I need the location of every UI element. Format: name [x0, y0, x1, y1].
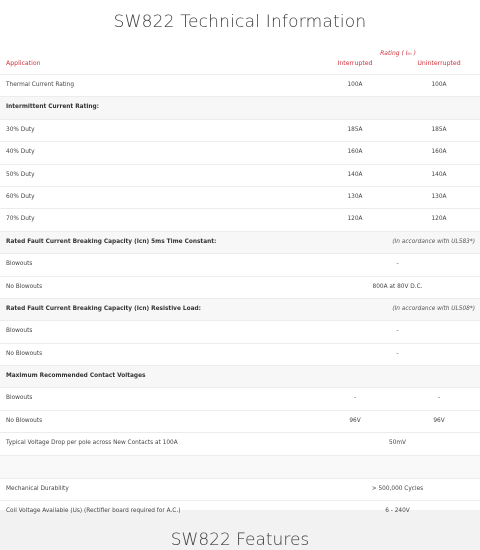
table-row [0, 320, 480, 342]
row-label: 50% Duty [6, 171, 35, 178]
interrupted-value: 140A [347, 171, 363, 178]
merged-value: - [396, 328, 399, 335]
row-label: Rated Fault Current Breaking Capacity (Icn) Resistive Load: [6, 305, 201, 312]
row-label: Rated Fault Current Breaking Capacity (Icn) 5ms Time Constant: [6, 238, 217, 245]
uninterrupted-value: - [437, 395, 441, 402]
spec-table [0, 74, 480, 522]
table-section-row [0, 96, 480, 118]
table-row [0, 500, 480, 522]
table-row [0, 387, 480, 409]
table-row [0, 74, 480, 96]
table-row [0, 276, 480, 298]
interrupted-value: 100A [347, 82, 363, 88]
row-label: No Blowouts [6, 417, 43, 424]
next-section-title: SW822 Features [170, 530, 310, 550]
table-spacer [0, 455, 480, 478]
page-title: SW822 Technical Information [113, 12, 367, 32]
merged-value: - [396, 350, 399, 357]
table-row [0, 119, 480, 141]
uninterrupted-value: 120A [431, 216, 447, 223]
row-label: 40% Duty [6, 149, 35, 156]
table-row [0, 253, 480, 275]
interrupted-value: 96V [349, 417, 361, 424]
uninterrupted-value: 160A [431, 149, 447, 156]
uninterrupted-value: 100A [431, 82, 447, 88]
table-section-row [0, 298, 480, 320]
row-label: No Blowouts [6, 283, 43, 290]
row-label: Thermal Current Rating [6, 82, 75, 88]
table-row [0, 208, 480, 230]
standard-note: (In accordance with UL583*) [392, 238, 475, 245]
table-row [0, 343, 480, 365]
merged-value: - [396, 261, 399, 268]
row-label: Coil Voltage Available (Us) (Rectifier board required for A.C.) [6, 508, 181, 515]
row-label: 30% Duty [6, 126, 35, 133]
merged-value: 50mV [389, 440, 406, 447]
row-label: Maximum Recommended Contact Voltages [6, 373, 146, 380]
row-label: Blowouts [6, 328, 33, 335]
header-application: Application [6, 60, 41, 67]
uninterrupted-value: 140A [431, 171, 447, 178]
row-label: Typical Voltage Drop per pole across New Contacts at 100A [6, 440, 178, 447]
row-label: Blowouts [6, 261, 33, 268]
table-row [0, 186, 480, 208]
interrupted-value: 120A [347, 216, 363, 223]
row-label: Blowouts [6, 395, 33, 402]
interrupted-value: 185A [347, 126, 363, 133]
uninterrupted-value: 185A [431, 126, 447, 133]
table-row [0, 432, 480, 454]
interrupted-value: - [353, 395, 357, 402]
table-row [0, 478, 480, 500]
merged-value: > 500,000 Cycles [371, 485, 424, 492]
table-row [0, 164, 480, 186]
uninterrupted-value: 96V [433, 417, 445, 424]
interrupted-value: 160A [347, 149, 363, 156]
merged-value: 800A at 80V D.C. [372, 283, 423, 290]
interrupted-value: 130A [347, 193, 363, 200]
row-label: 60% Duty [6, 193, 35, 200]
uninterrupted-value: 130A [431, 193, 447, 200]
row-label: 70% Duty [6, 216, 35, 223]
merged-value: 6 - 240V [385, 508, 410, 515]
table-section-row [0, 365, 480, 387]
header-interrupted: Interrupted [337, 60, 373, 67]
row-label: No Blowouts [6, 350, 43, 357]
standard-note: (In accordance with UL508*) [392, 305, 475, 312]
rating-label: Rating ( Iₜₕ ) [380, 50, 416, 57]
table-header [0, 60, 480, 74]
table-section-row [0, 231, 480, 253]
header-uninterrupted: Uninterrupted [417, 60, 461, 67]
row-label: Intermittent Current Rating: [6, 104, 99, 111]
table-row [0, 141, 480, 163]
table-row [0, 410, 480, 432]
row-label: Mechanical Durability [6, 485, 69, 492]
